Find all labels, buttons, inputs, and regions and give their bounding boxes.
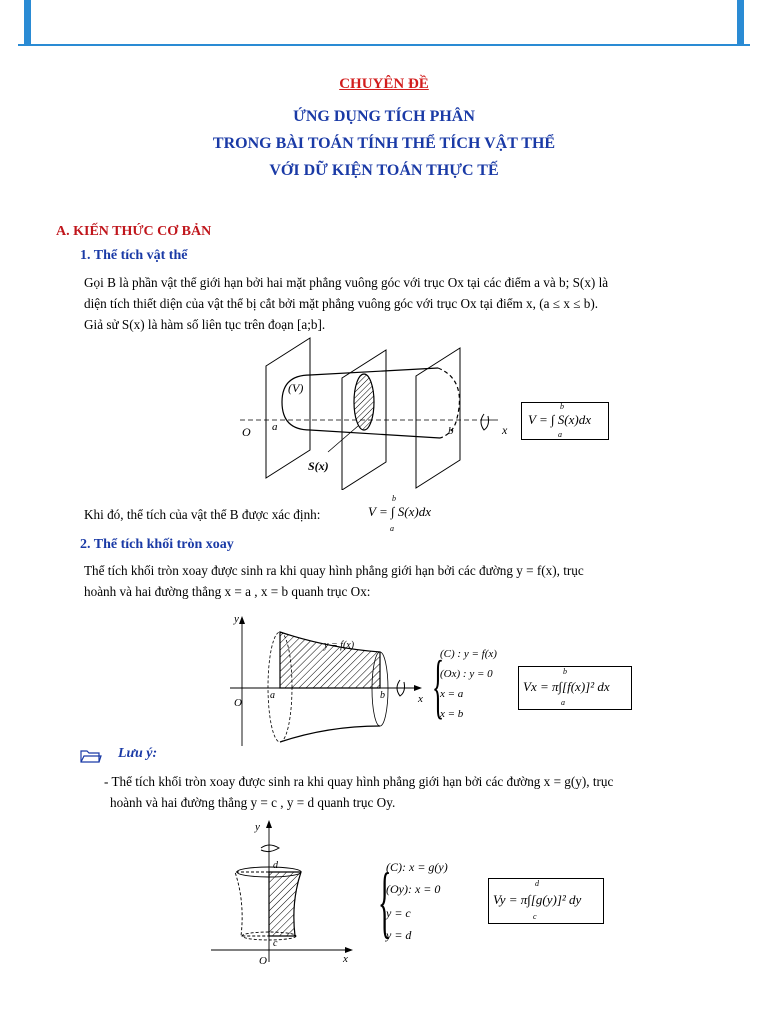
conclusion-formula bbox=[364, 494, 454, 534]
fig1-label-o: O bbox=[242, 425, 251, 439]
fig2-label-a: a bbox=[270, 690, 275, 701]
sub1-line-3: Giả sử S(x) là hàm số liên tục trên đoạn [a;b]. bbox=[84, 317, 326, 332]
system-3-eq-4: y = d bbox=[386, 928, 412, 942]
folder-icon bbox=[80, 748, 102, 764]
section-a-heading: A. KIẾN THỨC CƠ BẢN bbox=[56, 224, 212, 239]
system-3-eq-2: (Oy): x = 0 bbox=[386, 882, 441, 896]
frame-left-bar bbox=[24, 0, 31, 46]
fig2-label-x: x bbox=[418, 693, 423, 705]
formula-box-3 bbox=[488, 878, 604, 924]
fig3-label-o: O bbox=[259, 955, 267, 967]
fig3-label-c: c bbox=[273, 938, 278, 949]
fig1-label-x: x bbox=[502, 423, 508, 437]
fig1-label-a: a bbox=[272, 421, 278, 433]
system-2-eq-2: (Ox) : y = 0 bbox=[440, 668, 493, 680]
sub2-line-1: Thể tích khối tròn xoay được sinh ra khi quay hình phẳng giới hạn bởi các đường y = f(x), trục bbox=[84, 563, 584, 578]
fig1-label-v: (V) bbox=[288, 381, 304, 395]
formula-box-1 bbox=[521, 402, 609, 440]
title-line-1: ỨNG DỤNG TÍCH PHÂN bbox=[293, 108, 475, 125]
subsection-2-heading: 2. Thể tích khối tròn xoay bbox=[80, 537, 234, 552]
fig3-label-d: d bbox=[273, 860, 278, 871]
title-line-3: VỚI DỮ KIỆN TOÁN THỰC TẾ bbox=[269, 162, 499, 179]
system-3-eq-1: (C): x = g(y) bbox=[386, 860, 448, 874]
system-2-eq-3: x = a bbox=[440, 688, 464, 700]
fig2-label-y: y bbox=[234, 613, 239, 625]
system-2-eq-1: (C) : y = f(x) bbox=[440, 648, 497, 660]
note-label: Lưu ý: bbox=[118, 746, 158, 761]
frame-top-rule bbox=[18, 44, 750, 46]
sub1-line-1: Gọi B là phần vật thể giới hạn bởi hai mặt phẳng vuông góc với trục Ox tại các điểm a và b; S(x) là bbox=[84, 275, 609, 290]
fig2-label-b: b bbox=[380, 690, 385, 701]
fig2-label-curve: y = f(x) bbox=[324, 640, 355, 651]
formula-3-text: Vy = π∫[g(y)]² dy bbox=[493, 892, 582, 907]
fig3-label-x: x bbox=[343, 953, 348, 965]
conclusion-lower: a bbox=[390, 524, 394, 533]
sub1-line-2: diện tích thiết diện của vật thể bị cắt bởi mặt phẳng vuông góc với trục Ox tại điểm x, (a ≤ x ≤ b). bbox=[84, 296, 599, 311]
formula-2-upper: b bbox=[563, 667, 567, 676]
formula-box-2 bbox=[518, 666, 632, 710]
formula-1-lower: a bbox=[558, 430, 562, 439]
conclusion-formula-text: V = ∫ S(x)dx bbox=[368, 504, 431, 519]
title-line-2: TRONG BÀI TOÁN TÍNH THỂ TÍCH VẬT THỂ bbox=[212, 135, 556, 152]
topic-title: CHUYÊN ĐỀ bbox=[339, 76, 429, 92]
fig1-label-sx: S(x) bbox=[308, 459, 329, 473]
system-2 bbox=[432, 648, 516, 726]
sub1-conclusion: Khi đó, thể tích của vật thể B được xác định: bbox=[84, 507, 321, 522]
system-2-eq-4: x = b bbox=[440, 708, 464, 720]
left-plane bbox=[266, 338, 310, 478]
fig1-label-b: b bbox=[448, 425, 454, 437]
formula-1-text: V = ∫ S(x)dx bbox=[528, 412, 591, 427]
subsection-1-heading: 1. Thể tích vật thể bbox=[80, 248, 188, 263]
system-3 bbox=[378, 860, 468, 946]
shaded-region-y bbox=[269, 872, 301, 936]
frame-right-bar bbox=[737, 0, 744, 46]
note-line-2: hoành và hai đường thẳng y = c , y = d quanh trục Oy. bbox=[110, 795, 396, 810]
fig3-label-y: y bbox=[255, 821, 260, 833]
formula-1-upper: b bbox=[560, 402, 564, 411]
note-line-1: - Thể tích khối tròn xoay được sinh ra khi quay hình phẳng giới hạn bởi các đường x = g(y), trục bbox=[104, 774, 614, 789]
system-3-eq-3: y = c bbox=[386, 906, 411, 920]
revolution-oy-figure bbox=[205, 812, 365, 968]
solid-volume-figure bbox=[230, 330, 540, 490]
revolution-ox-figure bbox=[228, 610, 428, 750]
formula-2-lower: a bbox=[561, 698, 565, 707]
sub2-line-2: hoành và hai đường thẳng x = a , x = b quanh trục Ox: bbox=[84, 584, 371, 599]
formula-3-upper: d bbox=[535, 879, 539, 888]
conclusion-upper: b bbox=[392, 494, 396, 503]
system-3-brace: { bbox=[378, 858, 392, 946]
formula-2-text: Vx = π∫[f(x)]² dx bbox=[523, 679, 610, 694]
system-2-brace: { bbox=[432, 646, 445, 726]
fig2-label-o: O bbox=[234, 697, 242, 709]
formula-3-lower: c bbox=[533, 912, 537, 921]
cross-section bbox=[354, 374, 374, 430]
